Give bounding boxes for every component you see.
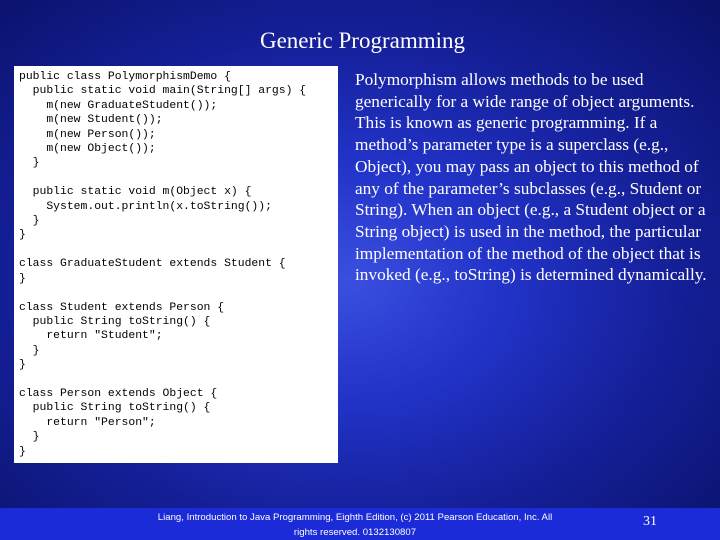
citation-line-2: rights reserved. 0132130807: [293, 527, 417, 538]
explanation-paragraph: Polymorphism allows methods to be used generically for a wide range of object arguments. This is known as generic programming. If a method’s parameter type is a superclass (e.g., Object), you may pass an object to this method of any of the parameter’s subclasses (e.g., Student or String). When an object (e.g., a Student object or a String object) is used in the method, the particular implementation of the method of the object that is invoked (e.g., toString) is determined dynamically.: [355, 70, 707, 285]
citation-line-1: Liang, Introduction to Java Programming, Eighth Edition, (c) 2011 Pearson Education, Inc. All: [157, 512, 553, 523]
code-listing-panel: [14, 66, 338, 463]
slide-title: Generic Programming: [259, 28, 466, 53]
page-number: 31: [643, 514, 657, 529]
citation-text: [140, 510, 570, 540]
code-listing: public class PolymorphismDemo { public static void main(String[] args) { m(new GraduateStudent()); m(new Student()); m(new Person()); m(new Object()); } public static void m(Object x) { System.out.println(x.toString()); } } class GraduateStudent extends Student { } class Student extends Person { public String toString() { return "Student"; } } class Person extends Object { public String toString() { return "Person"; } }: [19, 71, 307, 458]
